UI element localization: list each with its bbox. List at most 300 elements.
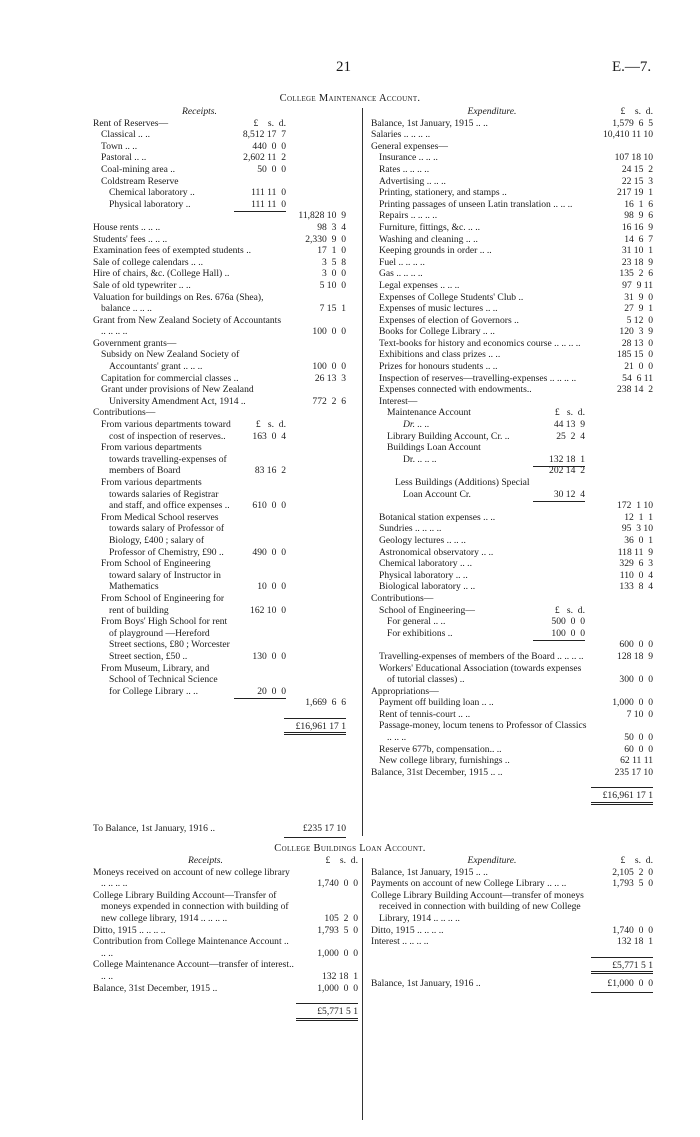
line-amount: 238 14 2 [617, 384, 653, 396]
ledger-row [371, 686, 653, 698]
ledger-row [371, 755, 653, 767]
ledger-description: Subsidy on New Zealand Society of Accountants' grant .. .. .. [101, 349, 240, 373]
ledger-description: Payment off building loan .. .. [379, 697, 494, 709]
sub-amount: 30 12 4 [553, 488, 585, 500]
line-amount: 185 15 0 [617, 349, 653, 361]
ledger-row [93, 593, 346, 616]
line-amount: 329 6 3 [619, 558, 653, 570]
ledger-description: From Medical School reserves towards salary of Professor of Biology, £400 ; salary of Professor of Chemistry, £90 .. [101, 511, 225, 558]
ledger-row [93, 959, 358, 982]
line-amount: 120 3 9 [619, 326, 653, 338]
ledger-description: Expenses of music lectures .. .. [379, 303, 498, 315]
ledger-description: Examination fees of exempted students .. [93, 245, 251, 257]
line-amount: 300 0 0 [619, 674, 653, 686]
ledger-row [371, 338, 653, 350]
ledger-description: Expenses of election of Governors .. [379, 314, 519, 326]
balance-row [371, 978, 653, 990]
ledger-description: Rates .. .. .. .. [379, 163, 430, 175]
ledger-description: Physical laboratory .. .. [379, 569, 468, 581]
loan-expenditure [371, 855, 653, 990]
sub-amount: £ s. d. [554, 604, 585, 616]
sub-amount: 490 0 0 [252, 546, 286, 558]
balance-description: Balance, 1st January, 1916 .. [371, 978, 481, 990]
line-amount: 105 2 0 [324, 912, 358, 924]
ledger-description: Passage-money, locum tenens to Professor of Classics .. .. .. [379, 720, 587, 744]
ledger-row [93, 164, 346, 176]
ledger-row [371, 500, 653, 512]
ledger-row [93, 925, 358, 937]
ledger-row [93, 338, 346, 350]
maintenance-receipts [93, 106, 346, 735]
ledger-description: Books for College Library .. .. [379, 326, 495, 338]
ledger-row [371, 709, 653, 721]
ledger-row [371, 616, 653, 628]
ledger-description: Repairs .. .. .. .. [379, 210, 438, 222]
spacer [93, 994, 358, 1000]
ledger-description: Fuel .. .. .. .. [379, 256, 425, 268]
ledger-row [93, 129, 346, 141]
total-amount: £5,771 5 1 [591, 960, 653, 975]
ledger-row [371, 697, 653, 709]
ledger-row [93, 558, 346, 593]
spacer [371, 948, 653, 954]
ledger-row [371, 605, 653, 617]
ledger-description: Travelling-expenses of members of the Board .. .. .. .. [379, 650, 584, 662]
ledger-row [371, 384, 653, 396]
ledger-row [371, 129, 653, 141]
ledger-row [93, 663, 346, 698]
line-amount: 11,828 10 9 [298, 210, 346, 222]
line-amount: 3 5 8 [322, 256, 346, 268]
loan-title: College Buildings Loan Account. [274, 843, 426, 854]
ledger-description: From School of Engineering toward salary of Instructor in Mathematics [101, 558, 221, 593]
ledger-row [93, 697, 346, 709]
ledger-description: Ditto, 1915 .. .. .. .. [371, 924, 444, 936]
line-amount: 12 1 1 [624, 511, 653, 523]
ledger-description: Students' fees .. .. .. [93, 233, 168, 245]
ledger-row [371, 234, 653, 246]
ledger-row [371, 431, 653, 443]
line-amount: 17 1 0 [317, 245, 346, 257]
ledger-description: Rent of tennis-court .. .. [379, 708, 471, 720]
line-amount: 1,669 6 6 [305, 697, 346, 709]
ledger-row [371, 245, 653, 257]
currency-header: £ s. d. [325, 855, 358, 866]
line-amount: 95 3 10 [621, 523, 653, 535]
sub-amount: 440 0 0 [252, 140, 286, 152]
ledger-description: Chemical laboratory .. .. [379, 558, 472, 570]
sub-amount: 83 16 2 [254, 465, 286, 477]
ledger-row [371, 419, 653, 431]
loan-receipts [93, 855, 358, 1021]
ledger-description: College Library Building Account—transfer of moneys received in connection with building of new College Library, 1914 .. .. .. .. [371, 889, 584, 924]
line-amount: 1,000 0 0 [317, 947, 358, 959]
total-amount: £16,961 17 1 [284, 721, 346, 736]
ledger-row [371, 744, 653, 756]
ledger-description: Less Buildings (Additions) Special Loan Account Cr. [395, 477, 530, 500]
ledger-description: Interest— [379, 395, 418, 407]
ledger-description: Dr. .. .. .. [403, 453, 437, 465]
sub-amount: 20 0 0 [257, 685, 286, 697]
line-amount: 132 18 1 [322, 970, 358, 982]
ledger-row [371, 303, 653, 315]
sub-amount: 162 10 0 [250, 604, 286, 616]
ledger-row [371, 349, 653, 361]
ledger-description: Contribution from College Maintenance Account .. .. .. [93, 936, 289, 959]
ledger-row [371, 651, 653, 663]
ledger-row [371, 315, 653, 327]
ledger-description: Gas .. .. .. .. [379, 268, 423, 280]
line-amount: 217 19 1 [617, 187, 653, 199]
line-amount: 62 11 11 [620, 755, 653, 767]
ledger-description: Sundries .. .. .. .. [379, 523, 442, 535]
line-amount: 2,330 9 0 [305, 233, 346, 245]
ledger-description: Buildings Loan Account [387, 442, 481, 454]
ledger-description: Valuation for buildings on Res. 676a (Shea), balance .. .. .. [93, 291, 264, 315]
column-heading [93, 106, 346, 118]
ledger-description: New college library, furnishings .. [379, 755, 510, 767]
line-amount: 1,000 0 0 [612, 697, 653, 709]
ledger-description: From various departments towards salaries of Registrar and staff, and office expenses .. [101, 477, 230, 512]
center-rule-1 [362, 108, 363, 836]
ledger-row [371, 558, 653, 570]
line-amount: 172 1 10 [617, 500, 653, 512]
ledger-row [93, 407, 346, 419]
ledger-row [371, 867, 653, 879]
sub-amount: 202 14 2 [549, 465, 585, 477]
line-amount: 1,793 5 0 [612, 878, 653, 890]
ledger-row [93, 373, 346, 385]
line-amount: 235 17 10 [614, 766, 653, 778]
ledger-description: Coal-mining area .. [101, 163, 176, 175]
ledger-row [93, 477, 346, 512]
ledger-description: Exhibitions and class prizes .. .. [379, 349, 501, 361]
ledger-description: Ditto, 1915 .. .. .. .. [93, 924, 166, 936]
total-rule [284, 718, 346, 719]
ledger-row [371, 663, 653, 686]
ledger-row [93, 222, 346, 234]
ledger-row [93, 936, 358, 959]
center-rule-2 [362, 858, 363, 1120]
ledger-row [371, 581, 653, 593]
ledger-row [371, 547, 653, 559]
line-amount: 36 0 1 [624, 534, 653, 546]
maintenance-title: College Maintenance Account. [279, 93, 421, 104]
line-amount: 107 18 10 [614, 152, 653, 164]
line-amount: 54 6 11 [622, 372, 653, 384]
ledger-description: Grant under provisions of New Zealand University Amendment Act, 1914 .. [101, 384, 254, 407]
line-amount: 98 9 6 [624, 210, 653, 222]
column-heading-label: Expenditure. [467, 106, 517, 117]
ledger-row [93, 234, 346, 246]
line-amount: 600 0 0 [619, 639, 653, 651]
sub-amount: 500 0 0 [551, 616, 585, 628]
line-amount: 23 18 9 [621, 256, 653, 268]
ledger-row [371, 361, 653, 373]
line-amount: 100 0 0 [312, 326, 346, 338]
column-heading-label: Expenditure. [467, 855, 517, 866]
ledger-row [371, 326, 653, 338]
ledger-description: General expenses— [371, 140, 448, 152]
sub-amount: 44 13 9 [553, 419, 585, 431]
ledger-description: House rents .. .. .. [93, 221, 161, 233]
ledger-row [371, 936, 653, 948]
ledger-description: Balance, 31st December, 1915 .. [93, 982, 218, 994]
ledger-row [93, 292, 346, 315]
ledger-description: Balance, 1st January, 1915 .. .. [371, 866, 488, 878]
ledger-description: Moneys received on account of new college library .. .. .. .. [93, 866, 290, 890]
line-amount: 28 13 0 [621, 337, 653, 349]
to-balance-description: To Balance, 1st January, 1916 .. [93, 823, 216, 834]
ledger-description: Printing, stationery, and stamps .. [379, 187, 507, 199]
ledger-row [371, 925, 653, 937]
page-number: 21 [336, 59, 351, 75]
ledger-row [371, 890, 653, 925]
ledger-row [371, 210, 653, 222]
total-row [93, 1003, 358, 1021]
ledger-description: Furniture, fittings, &c. .. .. [379, 221, 480, 233]
ledger-description: For general .. .. [387, 616, 446, 628]
ledger-description: Classical .. .. [101, 129, 151, 141]
ledger-row [371, 396, 653, 408]
line-amount: 5 10 0 [319, 279, 346, 291]
ledger-description: Interest .. .. .. .. [371, 936, 429, 948]
ledger-description: From various departments toward cost of inspection of reserves.. [101, 419, 231, 442]
line-amount: 1,793 5 0 [317, 924, 358, 936]
ledger-row [93, 187, 346, 199]
ledger-row [93, 442, 346, 477]
ledger-description: Inspection of reserves—travelling-expenses .. .. .. .. [379, 372, 577, 384]
ledger-row [93, 867, 358, 890]
ledger-description: Reserve 677b, compensation.. .. [379, 743, 502, 755]
ledger-description: Government grants— [93, 337, 177, 349]
ledger-row [93, 245, 346, 257]
ledger-description: Pastoral .. .. [101, 152, 147, 164]
line-amount: 10,410 11 10 [602, 129, 653, 141]
ledger-row [371, 199, 653, 211]
ledger-row [93, 616, 346, 662]
ledger-row [93, 983, 358, 995]
line-amount: 21 0 0 [624, 361, 653, 373]
ledger-description: Text-books for history and economics course .. .. .. .. [379, 337, 581, 349]
sub-amount: 610 0 0 [252, 500, 286, 512]
ledger-description: Capitation for commercial classes .. [101, 372, 239, 384]
ledger-description: Town .. .. [101, 140, 138, 152]
line-amount: 1,579 6 5 [612, 117, 653, 129]
balance-rule [591, 992, 653, 993]
ledger-row [371, 570, 653, 582]
ledger-description: Hire of chairs, &c. (College Hall) .. [93, 268, 230, 280]
ledger-row [371, 720, 653, 743]
line-amount: 7 10 0 [626, 708, 653, 720]
ledger-row [371, 523, 653, 535]
ledger-description: Printing passages of unseen Latin translation .. .. .. [379, 198, 573, 210]
ledger-description: Contributions— [371, 592, 434, 604]
sub-amount: 132 18 1 [549, 453, 585, 465]
total-rule [296, 1003, 358, 1004]
ledger-description: Contributions— [93, 407, 156, 419]
ledger-row [371, 407, 653, 419]
line-amount: 22 15 3 [621, 175, 653, 187]
line-amount: 31 10 1 [621, 245, 653, 257]
ledger-row [371, 878, 653, 890]
ledger-row [371, 512, 653, 524]
ledger-row [371, 535, 653, 547]
total-row [371, 957, 653, 975]
ledger-row [93, 384, 346, 407]
line-amount: 31 9 0 [624, 291, 653, 303]
ledger-row [371, 164, 653, 176]
ledger-row [93, 268, 346, 280]
sub-amount: £ s. d. 163 0 4 [252, 419, 286, 442]
ledger-row [371, 593, 653, 605]
ledger-row [371, 454, 653, 466]
ledger-row [93, 141, 346, 153]
ledger-description: College Maintenance Account—transfer of interest.. .. .. [93, 959, 294, 982]
ledger-description: Chemical laboratory .. [109, 187, 195, 199]
ledger-description: Prizes for honours students .. .. [379, 361, 498, 373]
ledger-description: From Boys' High School for rent of playground —Hereford Street sections, £80 ; Worcester Street section, £50 .. [101, 616, 230, 662]
currency-header: £ s. d. [620, 106, 653, 117]
ledger-row [371, 118, 653, 130]
ledger-description: Coldstream Reserve [101, 175, 179, 187]
ledger-description: Sale of old typewriter .. .. [93, 279, 191, 291]
ledger-description: Biological laboratory .. .. [379, 581, 476, 593]
ledger-row [93, 315, 346, 338]
column-heading [93, 855, 358, 867]
column-heading [371, 106, 653, 118]
to-balance-rule [284, 837, 346, 838]
line-amount: 24 15 2 [621, 163, 653, 175]
spacer [93, 709, 346, 715]
sub-amount: 8,512 17 7 [242, 129, 286, 141]
sub-amount: 25 2 4 [556, 430, 585, 442]
ledger-row [371, 442, 653, 454]
ledger-description: Geology lectures .. .. .. [379, 534, 466, 546]
ledger-description: Astronomical observatory .. .. [379, 546, 494, 558]
ledger-row [371, 767, 653, 779]
ledger-row [93, 890, 358, 925]
ledger-row [371, 268, 653, 280]
ledger-row [371, 152, 653, 164]
ledger-description: Maintenance Account [387, 407, 471, 419]
ledger-row [371, 176, 653, 188]
ledger-row [371, 465, 653, 477]
ledger-description: Keeping grounds in order .. .. [379, 245, 492, 257]
line-amount: 16 16 9 [621, 221, 653, 233]
line-amount: 60 0 0 [624, 743, 653, 755]
ledger-description: Rent of Reserves— [93, 117, 169, 129]
line-amount: 27 9 1 [624, 303, 653, 315]
ledger-row [371, 222, 653, 234]
page-code: E.—7. [612, 59, 652, 75]
line-amount: 1,000 0 0 [317, 982, 358, 994]
ledger-description: Payments on account of new College Library .. .. .. [371, 878, 567, 890]
ledger-description: Dr. .. .. [403, 419, 430, 431]
ledger-description: Expenses of College Students' Club .. [379, 291, 524, 303]
ledger-row [93, 199, 346, 211]
ledger-row [371, 187, 653, 199]
line-amount: 132 18 1 [617, 936, 653, 948]
line-amount: 772 2 6 [312, 395, 346, 407]
ledger-row [93, 152, 346, 164]
ledger-description: Library Building Account, Cr. .. [387, 430, 510, 442]
ledger-description: College Library Building Account—Transfer of moneys expended in connection with building of new college library, 1914 .. .. .. .. [93, 889, 289, 924]
ledger-description: From Museum, Library, and School of Technical Science for College Library .. .. [101, 662, 218, 697]
balance-amount: £1,000 0 0 [607, 978, 653, 990]
line-amount: 26 13 3 [314, 372, 346, 384]
ledger-row [371, 628, 653, 640]
spacer [371, 778, 653, 784]
ledger-description: Botanical station expenses .. .. [379, 511, 496, 523]
ledger-description: Washing and cleaning .. .. [379, 233, 478, 245]
column-heading-label: Receipts. [182, 106, 217, 117]
sub-amount: 130 0 0 [252, 650, 286, 662]
line-amount: 50 0 0 [624, 732, 653, 744]
sub-amount: 50 0 0 [257, 163, 286, 175]
currency-header: £ s. d. [620, 855, 653, 866]
ledger-description: Legal expenses .. .. .. [379, 279, 460, 291]
sub-amount: 10 0 0 [257, 581, 286, 593]
ledger-row [93, 512, 346, 558]
ledger-description: Appropriations— [371, 685, 439, 697]
line-amount: 16 1 6 [624, 198, 653, 210]
ledger-description: School of Engineering— [379, 604, 475, 616]
total-rule [591, 957, 653, 958]
line-amount: 5 12 0 [626, 314, 653, 326]
sub-amount: 2,602 11 2 [243, 152, 286, 164]
total-row [93, 718, 346, 736]
sub-amount: £ s. d. [554, 407, 585, 419]
line-amount: 110 0 4 [619, 569, 653, 581]
sub-amount: 100 0 0 [551, 627, 585, 639]
column-heading [371, 855, 653, 867]
ledger-description: Physical laboratory .. [109, 198, 191, 210]
line-amount: 133 8 4 [619, 581, 653, 593]
line-amount: 1,740 0 0 [317, 878, 358, 890]
line-amount: 7 15 1 [319, 303, 346, 315]
to-balance-amount: £235 17 10 [302, 823, 346, 834]
sub-amount: 111 11 0 [251, 198, 286, 210]
maintenance-expenditure [371, 106, 653, 805]
line-amount: 97 9 11 [622, 279, 653, 291]
ledger-description: Balance, 1st January, 1915 .. .. [371, 117, 488, 129]
ledger-row [371, 639, 653, 651]
line-amount: 3 0 0 [322, 268, 346, 280]
line-amount: 128 18 9 [617, 650, 653, 662]
ledger-row [371, 292, 653, 304]
total-amount: £16,961 17 1 [591, 790, 653, 805]
ledger-row [93, 118, 346, 130]
ledger-row [371, 280, 653, 292]
total-rule [591, 787, 653, 788]
sub-amount: 111 11 0 [251, 187, 286, 199]
ledger-description: For exhibitions .. [387, 627, 453, 639]
ledger-description: From various departments towards travelling-expenses of members of Board [101, 442, 227, 477]
ledger-row [371, 257, 653, 269]
ledger-row [371, 141, 653, 153]
line-amount: 98 3 4 [317, 221, 346, 233]
ledger-description: Expenses connected with endowments.. [379, 384, 532, 396]
ledger-description: Advertising .. .. .. [379, 175, 446, 187]
line-amount: 135 2 6 [619, 268, 653, 280]
ledger-row [93, 280, 346, 292]
ledger-description: Salaries .. .. .. .. [371, 129, 431, 141]
to-balance-row [93, 823, 346, 835]
column-heading-label: Receipts. [188, 855, 223, 866]
line-amount: 14 6 7 [624, 233, 653, 245]
ledger-description: Insurance .. .. .. [379, 152, 438, 164]
